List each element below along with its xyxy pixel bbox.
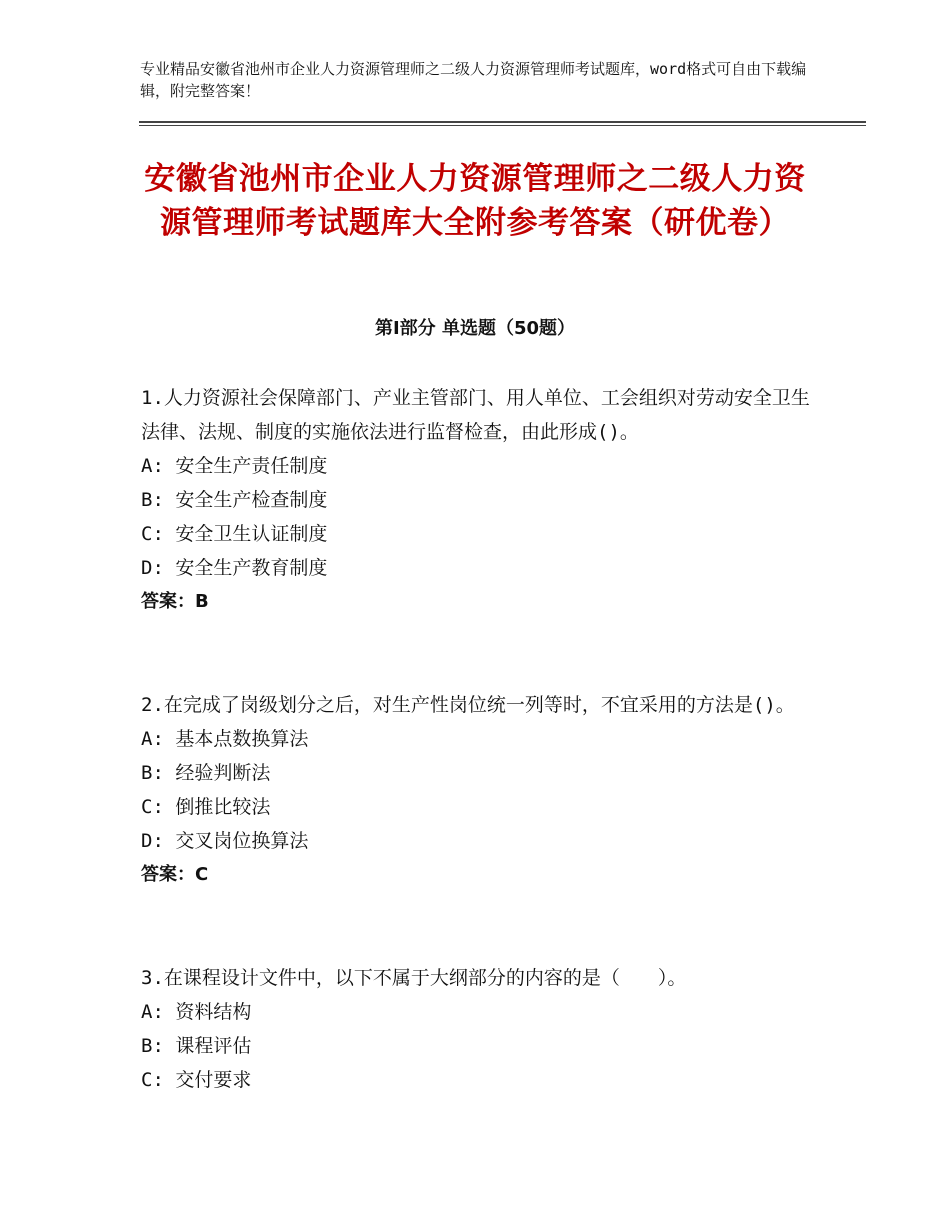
option-c: C: 交付要求 — [141, 1069, 252, 1091]
option-d: D: 安全生产教育制度 — [141, 557, 328, 579]
question-stem: 1.人力资源社会保障部门、产业主管部门、用人单位、工会组织对劳动安全卫生法律、法规、制度的实施依法进行监督检查，由此形成()。 — [141, 387, 810, 443]
option-c: C: 安全卫生认证制度 — [141, 523, 328, 545]
option-d: D: 交叉岗位换算法 — [141, 830, 309, 852]
answer: 答案：C — [141, 864, 209, 885]
option-b: B: 经验判断法 — [141, 762, 271, 784]
option-b: B: 课程评估 — [141, 1035, 252, 1057]
question-stem: 3.在课程设计文件中，以下不属于大纲部分的内容的是（ ）。 — [141, 967, 687, 989]
question-stem: 2.在完成了岗级划分之后，对生产性岗位统一列等时，不宜采用的方法是()。 — [141, 694, 795, 716]
header-divider-thin — [139, 125, 866, 126]
document-title: 安徽省池州市企业人力资源管理师之二级人力资源管理师考试题库大全附参考答案（研优卷） — [144, 161, 806, 241]
option-b: B: 安全生产检查制度 — [141, 489, 328, 511]
option-a: A: 安全生产责任制度 — [141, 455, 328, 477]
answer: 答案：B — [141, 591, 209, 612]
question-3 — [141, 961, 811, 1097]
option-a: A: 资料结构 — [141, 1001, 252, 1023]
question-1 — [141, 381, 811, 619]
option-a: A: 基本点数换算法 — [141, 728, 309, 750]
option-c: C: 倒推比较法 — [141, 796, 271, 818]
section-heading: 第Ⅰ部分 单选题（50题） — [374, 318, 575, 339]
header-divider — [139, 121, 866, 123]
question-2 — [141, 688, 811, 892]
header-note: 专业精品安徽省池州市企业人力资源管理师之二级人力资源管理师考试题库，word格式可自由下载编辑，附完整答案！ — [140, 60, 807, 100]
